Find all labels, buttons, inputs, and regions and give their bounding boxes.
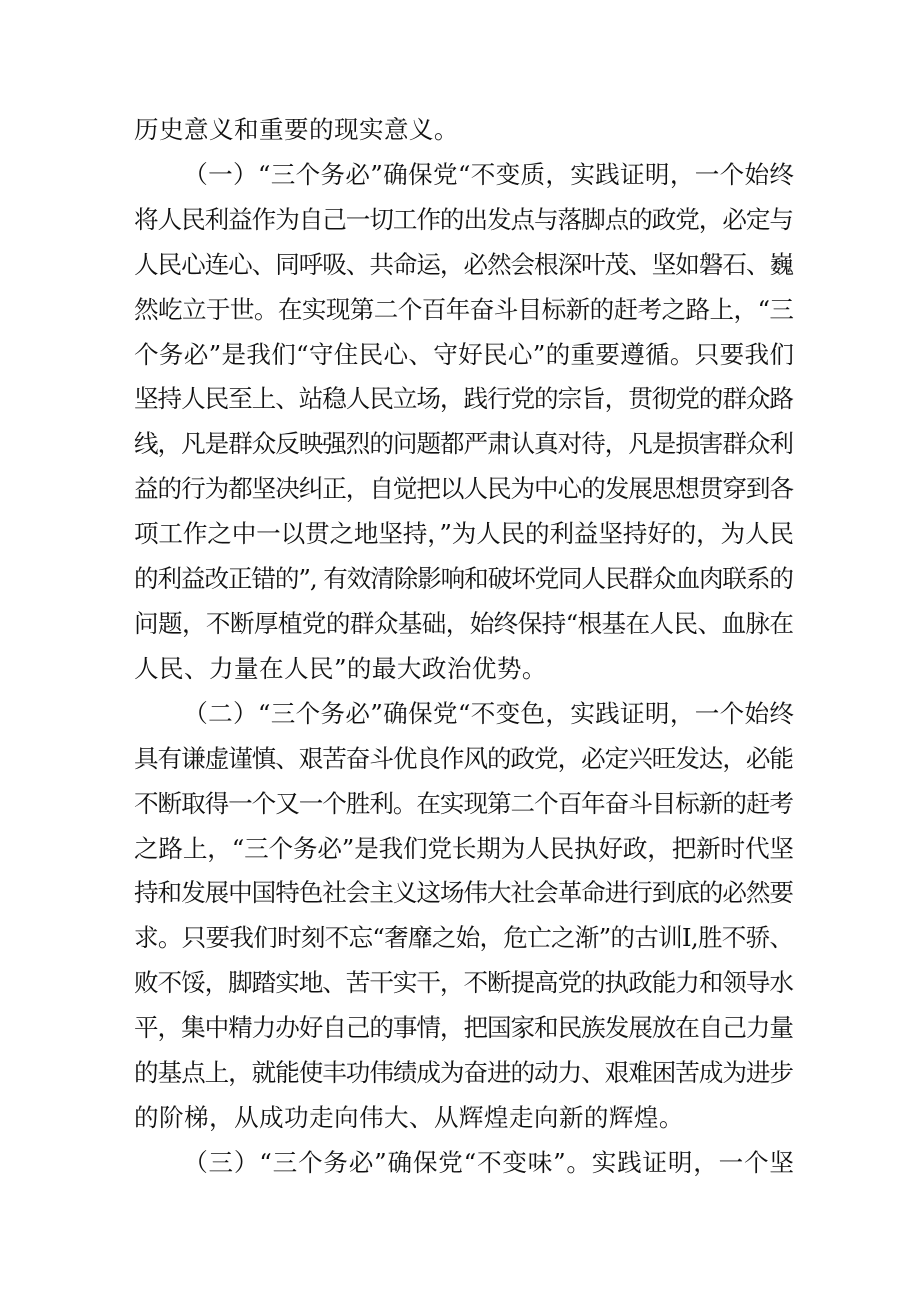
document-body xyxy=(134,108,794,1186)
text-line: 项工作之中一以贯之地坚持，”为人民的利益坚持好的，为人民 xyxy=(134,519,794,549)
text-line: （三）“三个务必”确保党“不变味”。实践证明，一个坚 xyxy=(183,1147,795,1177)
text-line: 求。只要我们时刻不忘“奢靡之始，危亡之渐”的古训I,胜不骄、 xyxy=(134,923,794,953)
text-line: 个务必”是我们“守住民心、守好民心”的重要遵循。只要我们 xyxy=(134,339,795,369)
text-line: 具有谦虚谨慎、艰苦奋斗优良作风的政党，必定兴旺发达，必能 xyxy=(134,743,793,773)
text-line: 人民心连心、同呼吸、共命运，必然会根深叶茂、坚如磐石、巍 xyxy=(134,249,793,279)
text-line: 人民、力量在人民”的最大政治优势。 xyxy=(134,653,547,683)
text-line: 线，凡是群众反映强烈的问题都严肃认真对待，凡是损害群众利 xyxy=(134,429,793,459)
text-line: （二）“三个务必”确保党“不变色，实践证明，一个始终 xyxy=(183,698,795,728)
text-line: （一）“三个务必”确保党“不变质，实践证明，一个始终 xyxy=(183,159,795,189)
paragraph-three xyxy=(134,1141,794,1186)
text-line: 持和发展中国特色社会主义这场伟大社会革命进行到底的必然要 xyxy=(134,878,793,908)
text-line: 问题，不断厚植党的群众基础，始终保持“根基在人民、血脉在 xyxy=(134,608,794,638)
text-line: 的利益改正错的”, 有效清除影响和破坏党同人民群众血肉联系的 xyxy=(134,564,793,594)
text-line: 平，集中精力办好自己的事情，把国家和民族发展放在自己力量 xyxy=(134,1013,793,1043)
text-line: 不断取得一个又一个胜利。在实现第二个百年奋斗目标新的赶考 xyxy=(134,788,793,818)
text-line: 坚持人民至上、站稳人民立场，践行党的宗旨，贯彻党的群众路 xyxy=(134,384,793,414)
text-line: 益的行为都坚决纠正，自觉把以人民为中心的发展思想贯穿到各 xyxy=(134,474,793,504)
text-line: 之路上，“三个务必”是我们党长期为人民执好政，把新时代坚 xyxy=(134,833,794,863)
text-line: 将人民利益作为自己一切工作的出发点与落脚点的政党，必定与 xyxy=(134,204,793,234)
text-line: 的基点上，就能使丰功伟绩成为奋进的动力、艰难困苦成为进步 xyxy=(134,1058,793,1088)
paragraph-one xyxy=(134,153,794,692)
text-line: 的阶梯，从成功走向伟大、从辉煌走向新的辉煌。 xyxy=(134,1102,684,1132)
text-line: 败不馁，脚踏实地、苦干实干，不断提高党的执政能力和领导水 xyxy=(134,968,793,998)
text-line: 然屹立于世。在实现第二个百年奋斗目标新的赶考之路上，“三 xyxy=(134,294,794,324)
paragraph-continuation xyxy=(134,108,794,153)
paragraph-two xyxy=(134,692,794,1141)
text-line: 历史意义和重要的现实意义。 xyxy=(134,115,459,144)
